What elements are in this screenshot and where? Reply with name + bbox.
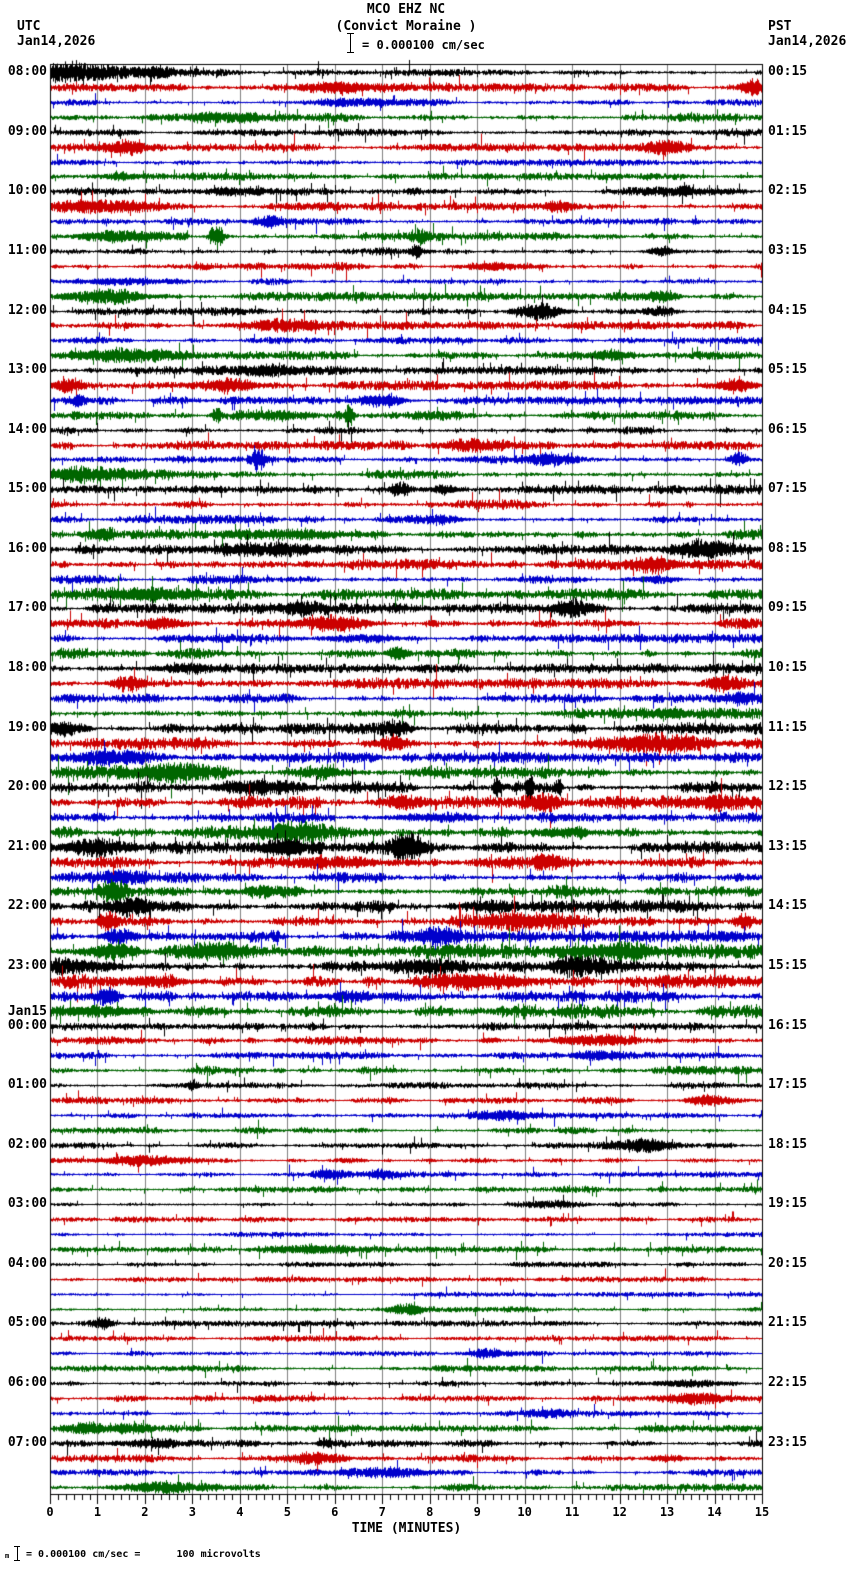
utc-hour-label: 00:00 xyxy=(7,1017,47,1033)
pst-hour-label: 03:15 xyxy=(768,242,808,258)
pst-hour-label: 07:15 xyxy=(768,481,808,497)
plot-titles xyxy=(0,2,812,34)
utc-hour-label: 20:00 xyxy=(7,779,47,795)
pst-hour-label: 14:15 xyxy=(768,898,808,914)
x-tick-label: 0 xyxy=(46,1505,54,1519)
x-tick-label: 1 xyxy=(93,1505,102,1519)
utc-hour-label: 12:00 xyxy=(7,302,47,318)
x-tick-label: 6 xyxy=(331,1505,339,1519)
utc-hour-label: 08:00 xyxy=(7,64,47,80)
utc-hour-label: 21:00 xyxy=(7,838,47,854)
utc-hour-label: 11:00 xyxy=(7,242,47,258)
x-tick-label: 14 xyxy=(707,1505,722,1519)
pst-hour-label: 09:15 xyxy=(768,600,808,616)
pst-hour-label: 18:15 xyxy=(768,1136,808,1152)
pst-hour-label: 16:15 xyxy=(768,1017,808,1033)
x-axis-title: TIME (MINUTES) xyxy=(351,1521,462,1536)
utc-hour-label: 09:00 xyxy=(7,123,47,139)
pst-hour-label: 19:15 xyxy=(768,1196,808,1212)
pst-hour-label: 10:15 xyxy=(768,660,808,676)
utc-hour-label: 02:00 xyxy=(7,1136,47,1152)
utc-hour-label: 15:00 xyxy=(7,481,47,497)
utc-hour-label: 03:00 xyxy=(7,1196,47,1212)
pst-timezone-label: PST xyxy=(768,19,792,34)
x-tick-label: 13 xyxy=(659,1505,675,1519)
pst-hour-label: 11:15 xyxy=(768,719,808,735)
utc-hour-label: 05:00 xyxy=(7,1315,47,1331)
x-tick-label: 8 xyxy=(426,1505,434,1519)
utc-hour-label: 22:00 xyxy=(7,898,47,914)
utc-hour-label: 19:00 xyxy=(7,719,47,735)
pst-hour-label: 17:15 xyxy=(768,1077,808,1093)
pst-hour-label: 02:15 xyxy=(768,183,808,199)
footer-scale-note: = 0.000100 cm/sec = 100 microvolts xyxy=(26,1549,261,1560)
utc-hour-label: 04:00 xyxy=(7,1255,47,1271)
pst-date-label: Jan14,2026 xyxy=(768,34,847,49)
utc-hour-label: 13:00 xyxy=(7,362,47,378)
date-break-label: Jan15 xyxy=(7,1003,47,1019)
utc-hour-label: 16:00 xyxy=(7,540,47,556)
pst-hour-label: 21:15 xyxy=(768,1315,808,1331)
x-tick-label: 7 xyxy=(378,1505,386,1519)
utc-hour-label: 18:00 xyxy=(7,660,47,676)
utc-hour-label: 06:00 xyxy=(7,1375,47,1391)
pst-hour-label: 00:15 xyxy=(768,64,808,80)
x-tick-label: 15 xyxy=(754,1505,770,1519)
utc-hour-label: 14:00 xyxy=(7,421,47,437)
pst-hour-label: 08:15 xyxy=(768,540,808,556)
x-tick-label: 4 xyxy=(236,1505,244,1519)
pst-hour-label: 15:15 xyxy=(768,957,808,973)
header-scale-label: = 0.000100 cm/sec xyxy=(362,38,485,52)
x-tick-label: 3 xyxy=(188,1505,196,1519)
scale-bar-icon xyxy=(347,33,354,53)
utc-hour-label: 01:00 xyxy=(7,1077,47,1093)
station-title: MCO EHZ NC xyxy=(366,2,446,17)
x-tick-label: 10 xyxy=(517,1505,532,1519)
pst-hour-label: 13:15 xyxy=(768,838,808,854)
x-tick-label: 11 xyxy=(564,1505,580,1519)
pst-hour-label: 06:15 xyxy=(768,421,808,437)
station-location: (Convict Moraine ) xyxy=(335,19,477,34)
utc-timezone-label: UTC xyxy=(17,19,41,34)
utc-date-label: Jan14,2026 xyxy=(17,34,96,49)
footer-scale-bar-icon xyxy=(14,1546,20,1561)
utc-hour-label: 10:00 xyxy=(7,183,47,199)
utc-hour-label: 23:00 xyxy=(7,957,47,973)
x-tick-label: 12 xyxy=(612,1505,627,1519)
pst-hour-label: 01:15 xyxy=(768,123,808,139)
utc-hour-label: 17:00 xyxy=(7,600,47,616)
x-tick-label: 9 xyxy=(473,1505,481,1519)
pst-hour-label: 05:15 xyxy=(768,362,808,378)
pst-hour-label: 23:15 xyxy=(768,1434,808,1450)
pst-hour-label: 20:15 xyxy=(768,1255,808,1271)
x-tick-label: 2 xyxy=(141,1505,149,1519)
x-tick-label: 5 xyxy=(283,1505,291,1519)
microvolt-glyph: m xyxy=(5,1552,10,1560)
pst-hour-label: 04:15 xyxy=(768,302,808,318)
pst-hour-label: 22:15 xyxy=(768,1375,808,1391)
utc-hour-label: 07:00 xyxy=(7,1434,47,1450)
pst-hour-label: 12:15 xyxy=(768,779,808,795)
